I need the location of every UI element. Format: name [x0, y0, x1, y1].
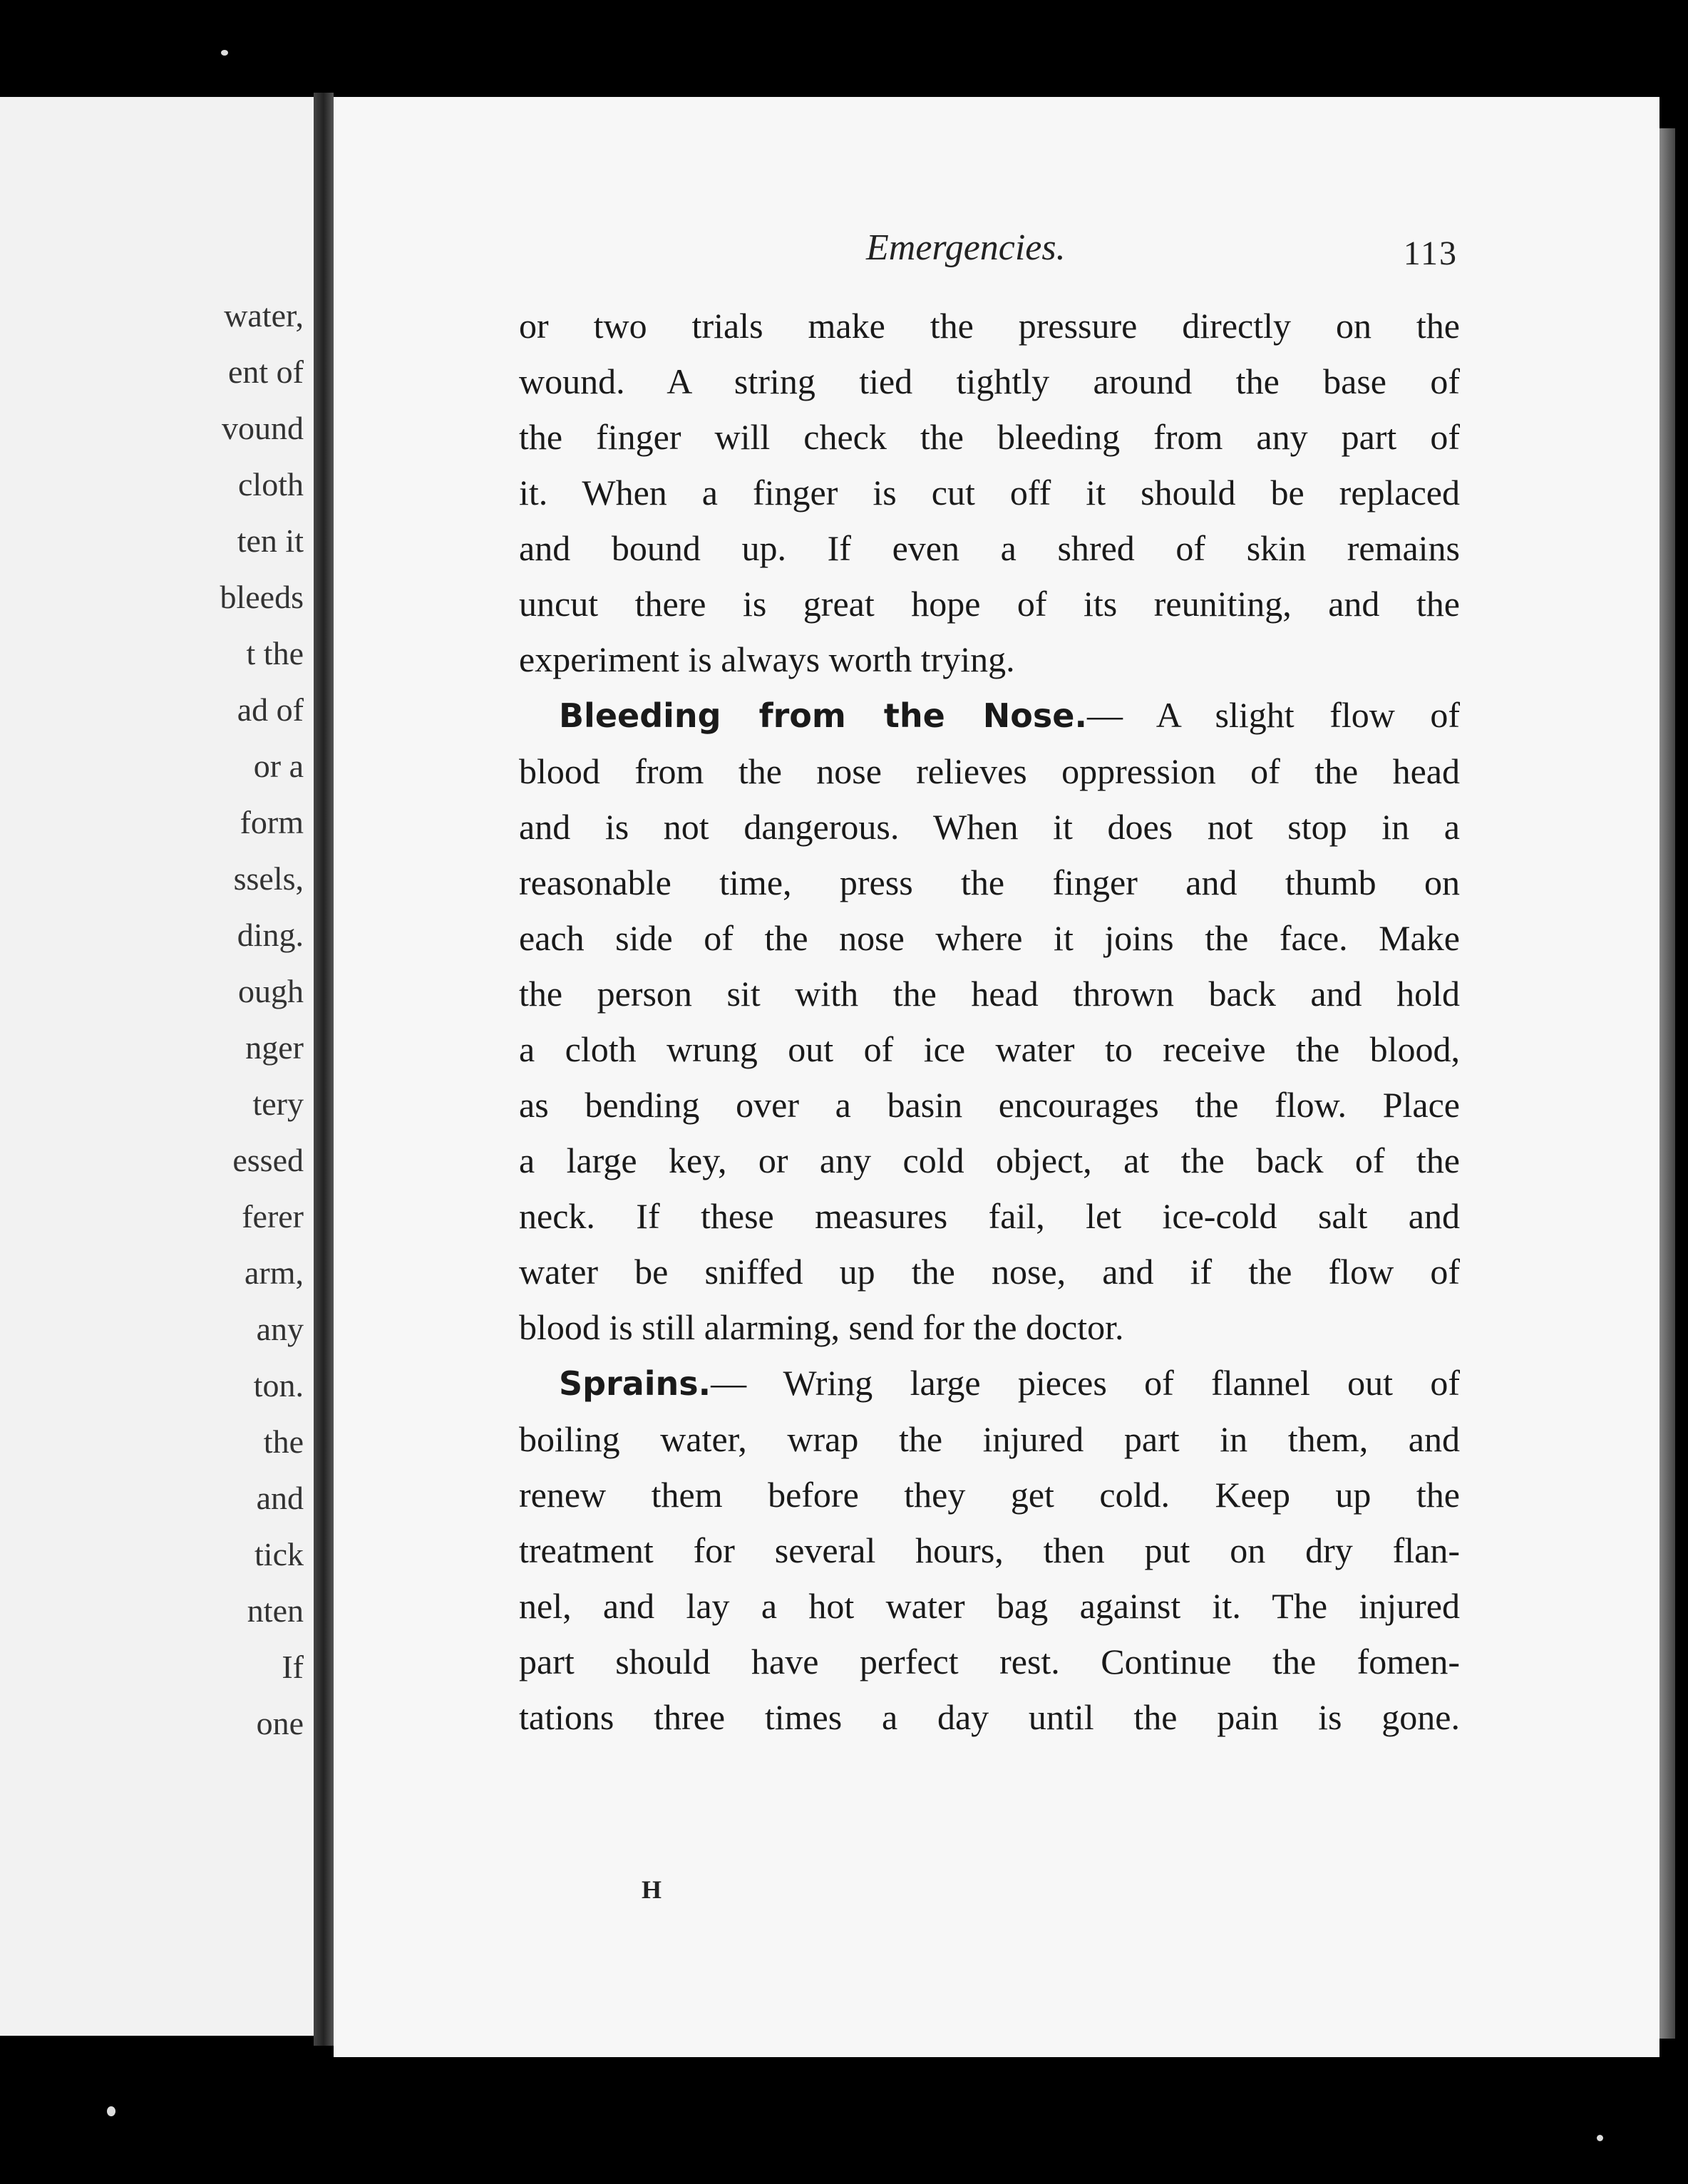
left-page-line-fragment: ding.: [237, 917, 304, 953]
body-text: [519, 298, 1460, 1745]
left-page-line-fragment: ad of: [237, 691, 304, 728]
text-line: a cloth wrung out of ice water to receive the blood,: [519, 1029, 1460, 1069]
paragraph-1: [519, 298, 1460, 687]
left-page-line-fragment: water,: [224, 297, 304, 334]
text-line: reasonable time, press the finger and thumb on: [519, 862, 1460, 902]
text-line: wound. A string tied tightly around the base of: [519, 361, 1460, 401]
text-run: — A slight flow of: [1086, 695, 1460, 735]
text-line: or two trials make the pressure directly on the: [519, 306, 1460, 346]
left-page-line-fragment: essed: [232, 1142, 304, 1178]
text-line: blood is still alarming, send for the doctor.: [519, 1307, 1124, 1347]
left-page-line-fragment: nten: [247, 1592, 304, 1629]
left-page-line-fragment: form: [240, 804, 304, 840]
text-line: experiment is always worth trying.: [519, 639, 1015, 679]
paragraph-first-line: [519, 1355, 1460, 1411]
text-line: the finger will check the bleeding from any part of: [519, 417, 1460, 457]
running-title: Emergencies.: [866, 227, 1066, 268]
left-page-line-fragment: ough: [238, 973, 304, 1009]
left-page-line-fragment: t the: [246, 635, 304, 671]
section-heading-nose: Bleeding from the Nose.: [559, 696, 1087, 735]
paragraph-nosebleed: [519, 687, 1460, 1355]
text-line: neck. If these measures fail, let ice-cold salt and: [519, 1196, 1460, 1236]
left-page-line-fragment: ten it: [237, 522, 304, 559]
left-page-line-fragment: and: [256, 1480, 304, 1516]
text-line: uncut there is great hope of its reuniting, and the: [519, 584, 1460, 624]
left-page-line-fragment: arm,: [244, 1255, 304, 1291]
page-edge: [1659, 128, 1675, 2039]
text-line: and bound up. If even a shred of skin remains: [519, 528, 1460, 568]
left-page-line-fragment: tery: [252, 1086, 304, 1122]
scan-speck: [221, 50, 228, 56]
text-line: the person sit with the head thrown back and hold: [519, 974, 1460, 1014]
text-line: treatment for several hours, then put on dry flan-: [519, 1530, 1460, 1570]
text-line: it. When a finger is cut off it should be replaced: [519, 473, 1460, 512]
left-page-line-fragment: the: [263, 1423, 304, 1460]
text-line: tations three times a day until the pain is gone.: [519, 1697, 1460, 1737]
left-page-line-fragment: cloth: [238, 466, 304, 503]
text-line: nel, and lay a hot water bag against it. The injured: [519, 1586, 1460, 1626]
left-page-line-fragment: any: [256, 1311, 304, 1347]
left-page-line-fragment: nger: [245, 1029, 304, 1066]
paragraph-first-line: [519, 687, 1460, 743]
left-page-line-fragment: vound: [222, 410, 304, 446]
signature-mark: H: [642, 1875, 662, 1904]
left-page-line-fragment: ton.: [253, 1367, 304, 1403]
left-page-line-fragment: one: [256, 1705, 304, 1741]
text-line: as bending over a basin encourages the flow. Place: [519, 1085, 1460, 1125]
left-page: [0, 97, 318, 2036]
page-number: 113: [1403, 235, 1458, 272]
left-page-line-fragment: bleeds: [220, 579, 304, 615]
scan-speck: [107, 2106, 115, 2116]
scan-speck: [1597, 2135, 1603, 2141]
text-line: each side of the nose where it joins the face. Make: [519, 918, 1460, 958]
book-gutter: [314, 93, 334, 2046]
text-line: part should have perfect rest. Continue the fomen-: [519, 1642, 1460, 1681]
text-line: blood from the nose relieves oppression of the head: [519, 751, 1460, 791]
text-line: a large key, or any cold object, at the back of the: [519, 1140, 1460, 1180]
text-line: boiling water, wrap the injured part in them, and: [519, 1419, 1460, 1459]
left-page-line-fragment: ferer: [242, 1198, 304, 1235]
left-page-line-fragment: tick: [254, 1536, 304, 1572]
left-page-line-fragment: If: [282, 1649, 304, 1685]
paragraph-sprains: [519, 1355, 1460, 1745]
left-page-line-fragment: ssels,: [233, 860, 304, 897]
section-heading-sprains: Sprains.: [559, 1364, 711, 1403]
text-line: water be sniffed up the nose, and if the flow of: [519, 1252, 1460, 1292]
text-line: renew them before they get cold. Keep up the: [519, 1475, 1460, 1515]
text-line: and is not dangerous. When it does not stop in a: [519, 807, 1460, 847]
left-page-line-fragment: or a: [253, 748, 304, 784]
left-page-line-fragment: ent of: [227, 354, 304, 390]
text-run: — Wring large pieces of flannel out of: [711, 1363, 1460, 1403]
running-head: [531, 227, 1458, 284]
